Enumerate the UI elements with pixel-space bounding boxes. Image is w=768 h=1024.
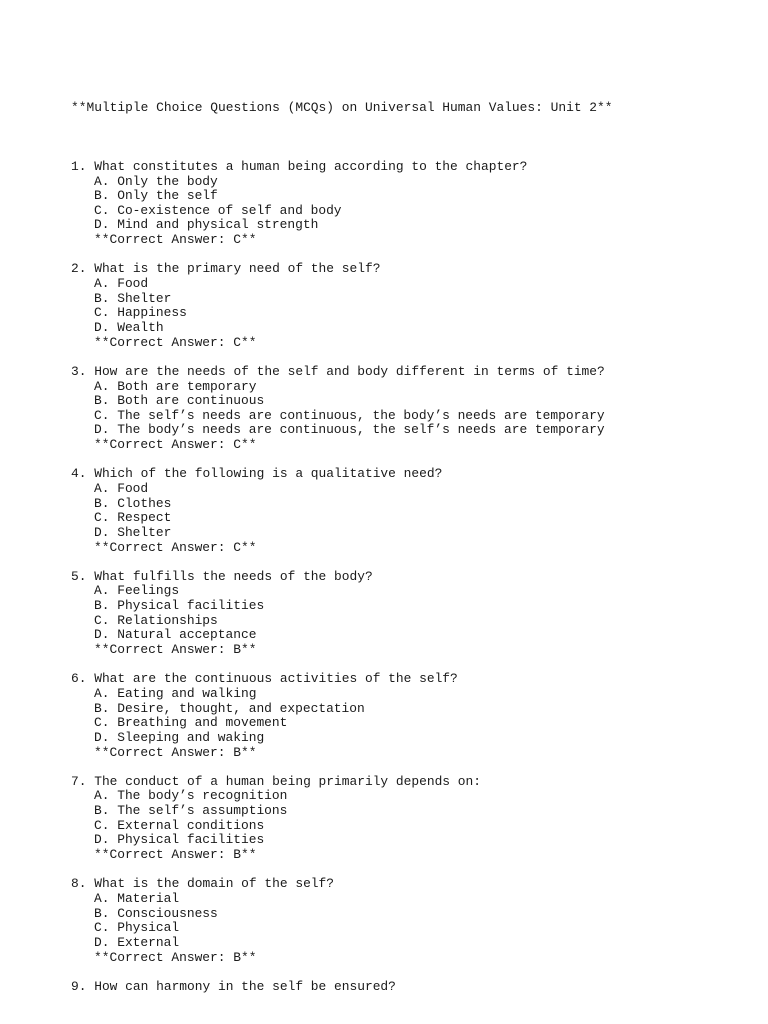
answer-option: C. The self’s needs are continuous, the body’s needs are temporary: [94, 407, 605, 423]
answer-option: D. Mind and physical strength: [94, 217, 319, 233]
question-text: 6. What are the continuous activities of the self?: [71, 671, 458, 687]
answer-option: A. Only the body: [94, 173, 218, 189]
answer-option: D. External: [94, 934, 180, 950]
document-body: [71, 72, 613, 1024]
answer-option: A. The body’s recognition: [94, 788, 288, 804]
answer-option: B. Shelter: [94, 290, 172, 306]
question-block: [71, 467, 613, 555]
correct-answer: **Correct Answer: B**: [94, 847, 257, 863]
question-text: 5. What fulfills the needs of the body?: [71, 568, 373, 584]
answer-option: C. Co-existence of self and body: [94, 202, 342, 218]
answer-option: C. Respect: [94, 510, 172, 526]
answer-option: D. Shelter: [94, 524, 172, 540]
answer-option: A. Food: [94, 276, 149, 292]
answer-option: B. The self’s assumptions: [94, 803, 288, 819]
answer-option: B. Physical facilities: [94, 598, 265, 614]
answer-option: D. Natural acceptance: [94, 627, 257, 643]
answer-option: C. Relationships: [94, 612, 218, 628]
answer-option: C. Breathing and movement: [94, 715, 288, 731]
answer-option: B. Clothes: [94, 495, 172, 511]
answer-option: D. Wealth: [94, 319, 164, 335]
correct-answer: **Correct Answer: B**: [94, 642, 257, 658]
correct-answer: **Correct Answer: C**: [94, 232, 257, 248]
answer-option: A. Food: [94, 481, 149, 496]
document-title: **Multiple Choice Questions (MCQs) on Universal Human Values: Unit 2**: [71, 100, 613, 116]
correct-answer: **Correct Answer: C**: [94, 437, 257, 453]
correct-answer: **Correct Answer: B**: [94, 744, 257, 760]
question-block: [71, 672, 613, 760]
question-text: 3. How are the needs of the self and body different in terms of time?: [71, 363, 605, 379]
question-block: [71, 570, 613, 658]
answer-option: A. Both are temporary: [94, 378, 257, 394]
question-text: 7. The conduct of a human being primarily depends on:: [71, 773, 481, 789]
question-block: [71, 365, 613, 453]
answer-option: C. External conditions: [94, 817, 265, 833]
question-block: [71, 160, 613, 248]
question-text: 8. What is the domain of the self?: [71, 876, 335, 892]
answer-option: D. Physical facilities: [94, 832, 265, 848]
answer-option: C. Happiness: [94, 305, 187, 321]
question-block: [71, 980, 613, 995]
correct-answer: **Correct Answer: B**: [94, 949, 257, 965]
answer-option: B. Consciousness: [94, 905, 218, 921]
correct-answer: **Correct Answer: C**: [94, 334, 257, 350]
answer-option: A. Eating and walking: [94, 685, 257, 701]
answer-option: A. Material: [94, 890, 180, 906]
answer-option: C. Physical: [94, 920, 180, 936]
question-block: [71, 262, 613, 350]
answer-option: B. Desire, thought, and expectation: [94, 700, 365, 716]
question-text: 9. How can harmony in the self be ensured?: [71, 978, 396, 994]
answer-option: B. Both are continuous: [94, 393, 265, 409]
correct-answer: **Correct Answer: C**: [94, 539, 257, 555]
question-text: 4. Which of the following is a qualitative need?: [71, 466, 443, 482]
question-text: 2. What is the primary need of the self?: [71, 261, 381, 277]
question-text: 1. What constitutes a human being according to the chapter?: [71, 158, 528, 174]
answer-option: D. The body’s needs are continuous, the self’s needs are temporary: [94, 422, 605, 438]
answer-option: D. Sleeping and waking: [94, 729, 265, 745]
question-block: [71, 877, 613, 965]
question-list: [71, 160, 613, 995]
answer-option: A. Feelings: [94, 583, 180, 599]
question-block: [71, 775, 613, 863]
answer-option: B. Only the self: [94, 188, 218, 204]
